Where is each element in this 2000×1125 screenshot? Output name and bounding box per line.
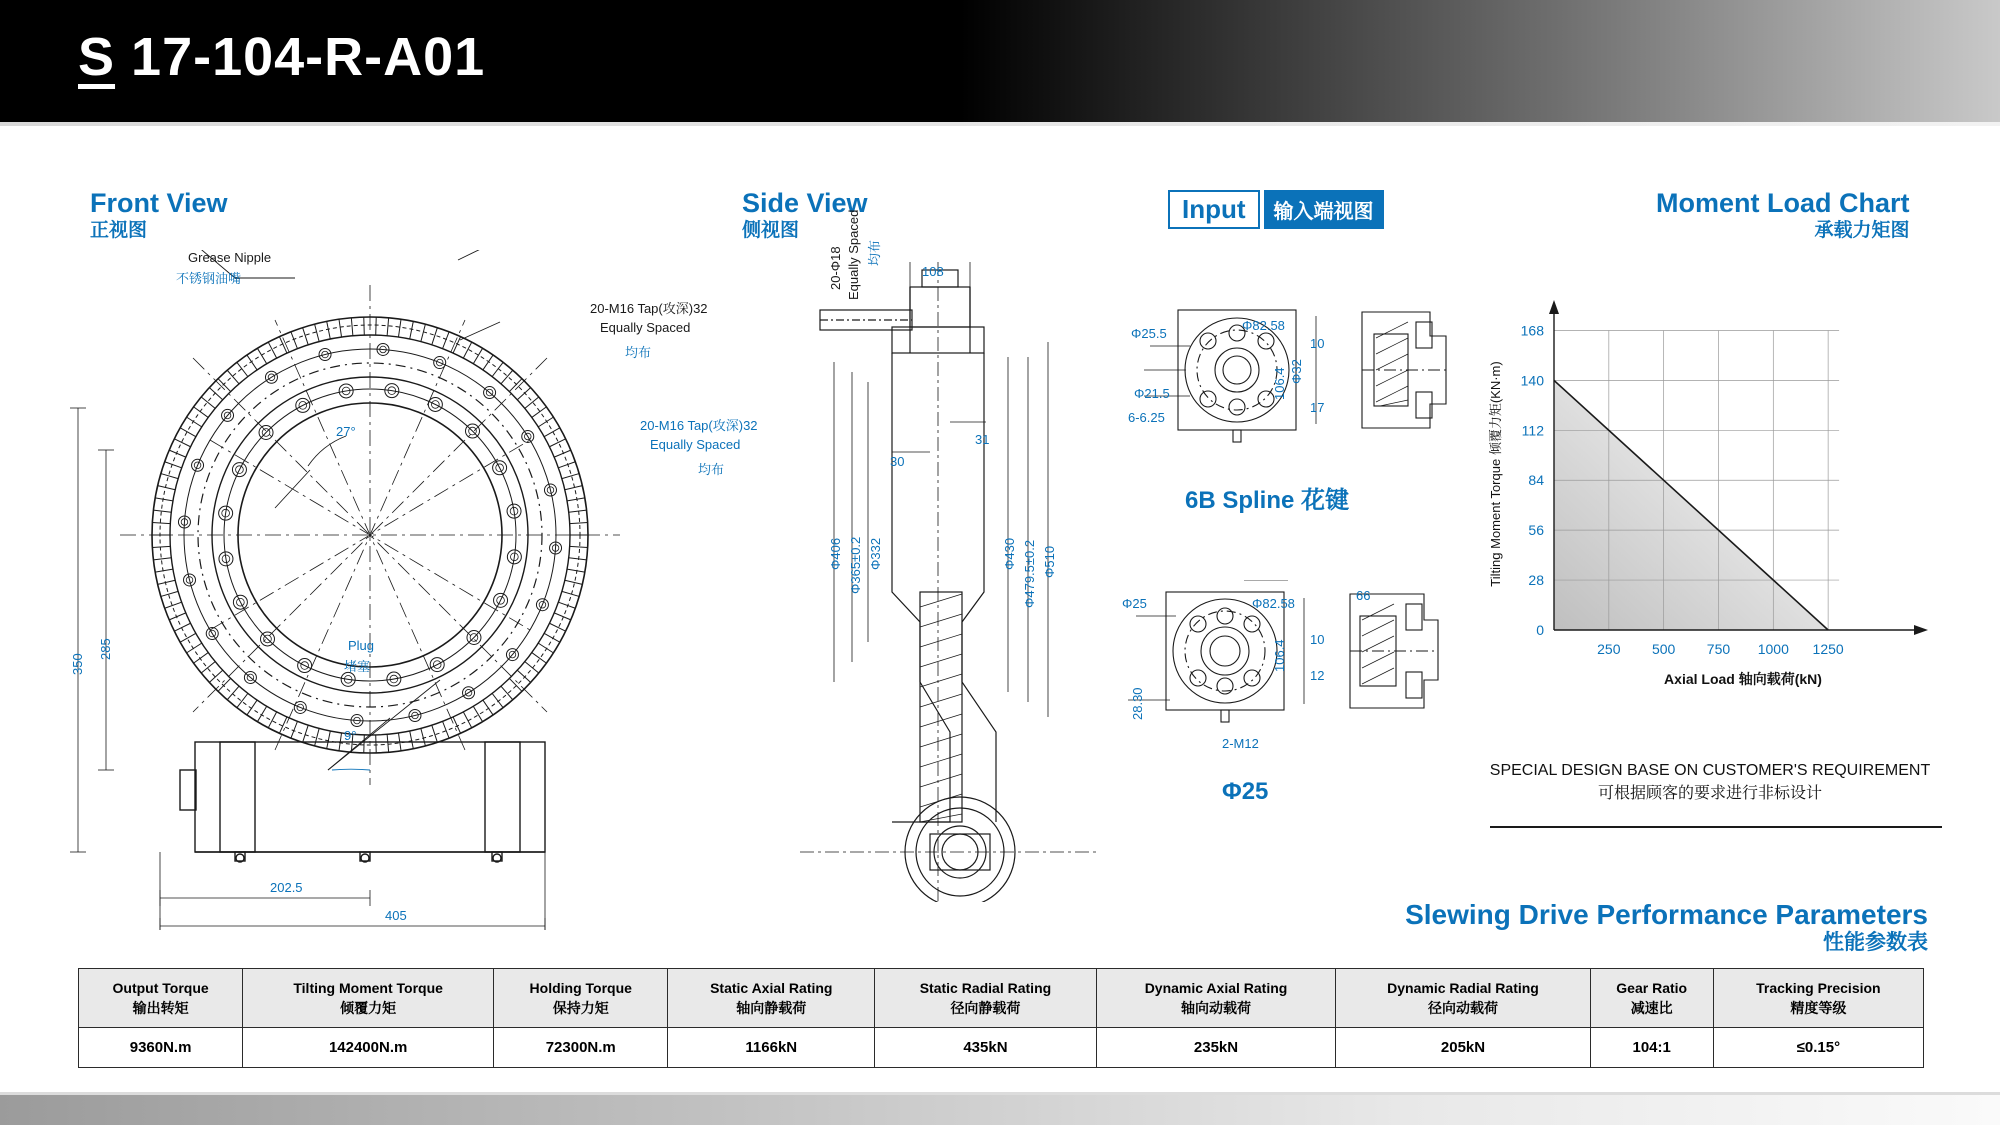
moment-chart-heading: [1656, 188, 1910, 244]
plug-label-cn: 堵塞: [344, 659, 371, 674]
page-title: [78, 26, 485, 88]
moment-load-chart: [1480, 300, 1940, 720]
header-divider: [0, 122, 2000, 126]
special-design-note-en: SPECIAL DESIGN BASE ON CUSTOMER'S REQUIREMENT: [1489, 762, 1931, 779]
special-design-note-cn: 可根据顾客的要求进行非标设计: [1597, 785, 1822, 802]
table-header-row: [79, 969, 1924, 1028]
input-bottom-d25: Φ25: [1122, 596, 1147, 611]
front-view-heading-en: Front View: [90, 188, 228, 218]
front-view-heading: [90, 188, 228, 244]
svg-text:140: 140: [1520, 372, 1544, 389]
input-bottom-d8258: Φ82.58: [1252, 596, 1295, 611]
moment-chart-heading-en: Moment Load Chart: [1656, 188, 1910, 218]
header-en: Static Axial Rating: [710, 980, 833, 996]
dim-285-label: 285: [98, 638, 113, 660]
side-view-heading-en: Side View: [742, 188, 868, 218]
spline-title: 6B Spline 花键: [1185, 487, 1350, 514]
header-cn: 减速比: [1630, 1000, 1673, 1016]
side-dim-31: 31: [975, 432, 990, 447]
input-bottom-dim12: 12: [1310, 668, 1325, 683]
svg-text:750: 750: [1706, 641, 1731, 657]
grease-nipple-label-cn: 不锈钢油嘴: [176, 271, 242, 286]
header-en: Holding Torque: [529, 980, 632, 996]
svg-text:28: 28: [1528, 572, 1544, 589]
side-view-heading-cn: 侧视图: [742, 220, 800, 241]
header-en: Dynamic Axial Rating: [1144, 980, 1288, 996]
input-top-d8258: Φ82.58: [1242, 318, 1285, 333]
special-design-note: [1480, 760, 1940, 806]
header-en: Tracking Precision: [1756, 980, 1881, 996]
table-cell: 235kN: [1096, 1028, 1336, 1068]
tap-top-line1: 20-M16 Tap(攻深)32: [590, 301, 708, 316]
svg-text:112: 112: [1521, 422, 1544, 439]
performance-heading-en: Slewing Drive Performance Parameters: [1405, 899, 1928, 930]
input-top-d255: Φ25.5: [1131, 326, 1167, 341]
input-top-dim17: 17: [1310, 400, 1325, 415]
tap-mid-line2: Equally Spaced: [650, 437, 741, 452]
table-cell: 104:1: [1590, 1028, 1713, 1068]
table-cell: 1166kN: [668, 1028, 875, 1068]
svg-text:1250: 1250: [1812, 641, 1844, 657]
moment-chart-heading-cn: 承载力矩图: [1814, 220, 1910, 241]
svg-text:500: 500: [1651, 641, 1676, 657]
side-dim-30: 30: [890, 454, 905, 469]
svg-text:Axial Load 轴向载荷(kN): Axial Load 轴向载荷(kN): [1664, 671, 1822, 687]
table-header-cell: [668, 969, 875, 1028]
table-cell: 205kN: [1336, 1028, 1590, 1068]
side-d18-line2: Equally Spaced: [846, 209, 861, 300]
header-en: Tilting Moment Torque: [293, 980, 443, 996]
table-row: [79, 1028, 1924, 1068]
svg-text:168: 168: [1520, 322, 1544, 339]
side-dia-430: Φ430: [1002, 537, 1017, 570]
input-heading-cn: 输入端视图: [1264, 190, 1384, 229]
side-dia-365: Φ365±0.2: [848, 536, 863, 594]
input-bottom-dim10: 10: [1310, 632, 1325, 647]
header-cn: 保持力矩: [552, 1000, 609, 1016]
header-en: Output Torque: [112, 980, 209, 996]
input-top-drawing: [1130, 300, 1490, 470]
svg-text:56: 56: [1528, 522, 1544, 539]
performance-heading: [1128, 900, 1928, 956]
table-header-cell: [1713, 969, 1923, 1028]
table-cell: 435kN: [875, 1028, 1097, 1068]
input-heading: [1168, 190, 1384, 229]
input-top-d215: Φ21.5: [1134, 386, 1170, 401]
dim-405-label: 405: [385, 908, 407, 923]
page-footer: [0, 1095, 2000, 1125]
table-header-cell: [1336, 969, 1590, 1028]
side-dia-4795: Φ479.5±0.2: [1022, 539, 1037, 608]
header-cn: 轴向静载荷: [736, 1000, 807, 1016]
page-header: [0, 0, 2000, 122]
performance-heading-cn: 性能参数表: [1823, 931, 1928, 954]
side-d18-line1: 20-Φ18: [828, 246, 843, 290]
performance-table: [78, 968, 1924, 1068]
header-cn: 倾覆力矩: [340, 1000, 397, 1016]
dim-350-label: 350: [70, 653, 85, 675]
grease-nipple-label-en: Grease Nipple: [188, 250, 272, 265]
dim-2025-label: 202.5: [270, 880, 303, 895]
phi25-title: Φ25: [1222, 778, 1269, 805]
input-top-dim10: 10: [1310, 336, 1325, 351]
page-title-prefix: S: [78, 27, 116, 87]
svg-text:Tilting Moment Torque 倾覆力矩(KN·: Tilting Moment Torque 倾覆力矩(KN·m): [1488, 361, 1503, 587]
input-top-dim1064: 106.4: [1272, 367, 1287, 400]
svg-text:84: 84: [1528, 472, 1544, 489]
plug-label-en: Plug: [348, 638, 375, 653]
table-cell: 9360N.m: [79, 1028, 243, 1068]
table-cell: 142400N.m: [243, 1028, 494, 1068]
svg-text:0: 0: [1536, 622, 1544, 638]
front-view-heading-cn: 正视图: [90, 220, 148, 241]
header-cn: 输出转矩: [132, 1000, 189, 1016]
side-dia-332: Φ332: [868, 537, 883, 570]
side-d18-line3: 均布: [867, 239, 882, 266]
table-header-cell: [1590, 969, 1713, 1028]
header-en: Dynamic Radial Rating: [1387, 980, 1539, 996]
table-header-cell: [1096, 969, 1336, 1028]
angle-9-label: 9°: [344, 728, 357, 743]
table-cell: ≤0.15°: [1713, 1028, 1923, 1068]
header-cn: 轴向动载荷: [1181, 1000, 1251, 1016]
input-top-d625: 6-6.25: [1128, 410, 1165, 425]
tap-top-line2: Equally Spaced: [600, 320, 691, 335]
svg-text:1000: 1000: [1757, 641, 1789, 657]
table-cell: 72300N.m: [494, 1028, 668, 1068]
input-bottom-dim1064: 106.4: [1272, 639, 1287, 672]
input-bottom-m12: 2-M12: [1222, 736, 1259, 751]
page-title-rest: 17-104-R-A01: [115, 27, 486, 87]
input-bottom-dim66: 66: [1356, 588, 1371, 603]
table-header-cell: [494, 969, 668, 1028]
side-dim-108: 108: [922, 264, 944, 279]
header-en: Gear Ratio: [1616, 980, 1688, 996]
input-bottom-dim2830: 28.30: [1130, 687, 1145, 720]
table-header-cell: [243, 969, 494, 1028]
input-top-dim32: Φ32: [1289, 359, 1304, 384]
table-header-cell: [79, 969, 243, 1028]
tap-top-line3: 均布: [625, 345, 652, 360]
header-en: Static Radial Rating: [919, 980, 1052, 996]
header-cn: 径向静载荷: [950, 1000, 1021, 1016]
side-dia-406: Φ406: [828, 537, 843, 570]
table-header-cell: [875, 969, 1097, 1028]
input-heading-en: Input: [1168, 190, 1260, 229]
svg-text:250: 250: [1597, 641, 1621, 657]
tap-mid-line1: 20-M16 Tap(攻深)32: [640, 418, 758, 433]
front-view-drawing: [60, 250, 700, 930]
note-underline: [1490, 826, 1942, 828]
header-cn: 精度等级: [1790, 1000, 1847, 1016]
input-bottom-drawing: [1118, 580, 1478, 750]
side-dia-510: Φ510: [1042, 545, 1057, 578]
angle-27-label: 27°: [336, 424, 356, 439]
tap-mid-line3: 均布: [698, 462, 725, 477]
header-cn: 径向动载荷: [1428, 1000, 1498, 1016]
